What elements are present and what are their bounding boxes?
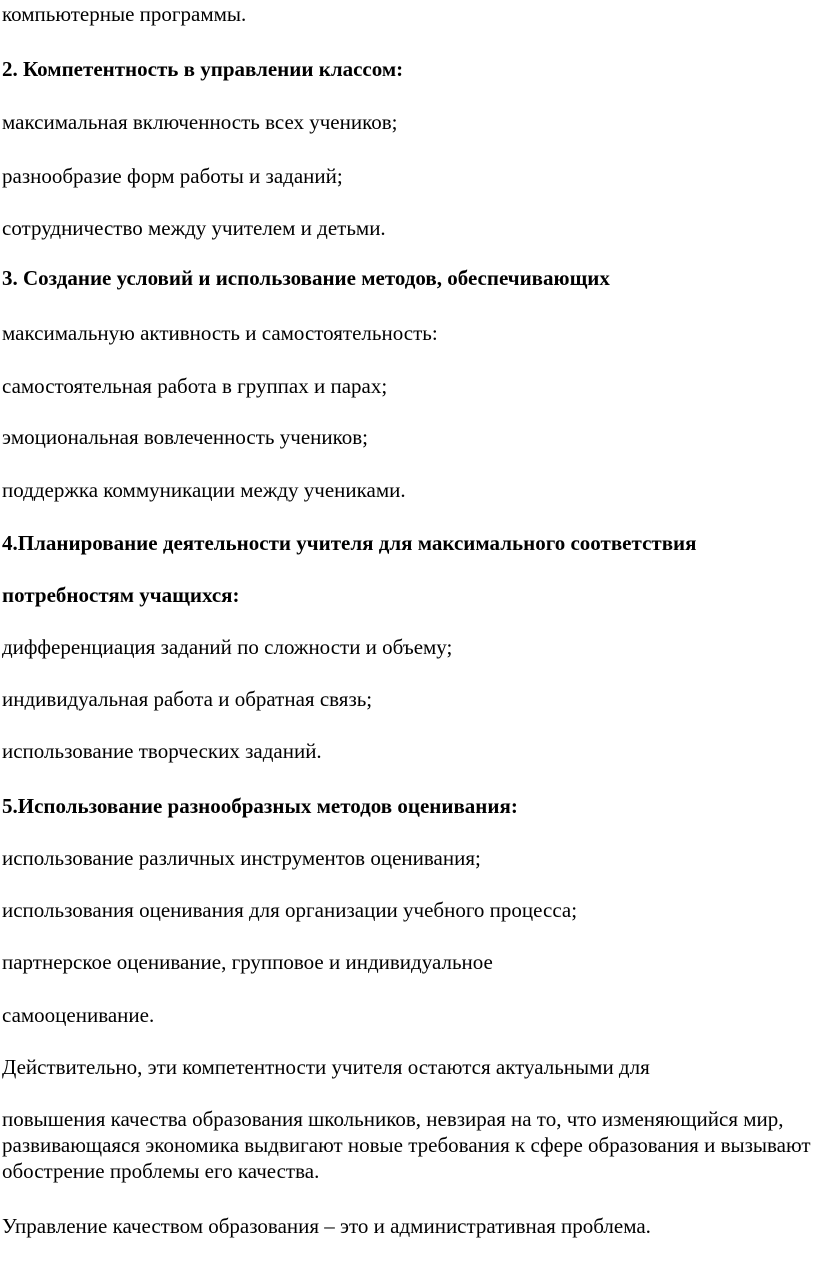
text-line: поддержка коммуникации между учениками. xyxy=(2,478,406,502)
text-line: индивидуальная работа и обратная связь; xyxy=(2,687,373,711)
text-line: самооценивание. xyxy=(2,1003,155,1027)
text-line: Управление качеством образования – это и административная проблема. xyxy=(2,1214,651,1238)
text-line: дифференциация заданий по сложности и объему; xyxy=(2,635,453,659)
text-line: самостоятельная работа в группах и парах; xyxy=(2,374,388,398)
body-paragraph: повышения качества образования школьников, невзирая на то, что изменяющийся мир, развивающаяся экономика выдвигают новые требования к сфере образования и вызывают обострение проблемы его качества. xyxy=(2,1107,811,1183)
text-line: сотрудничество между учителем и детьми. xyxy=(2,216,386,240)
text-line: использование различных инструментов оценивания; xyxy=(2,846,481,870)
section-heading-4: 4.Планирование деятельности учителя для максимального соответствия xyxy=(2,531,697,555)
text-line: максимальную активность и самостоятельность: xyxy=(2,321,438,345)
text-line: использования оценивания для организации учебного процесса; xyxy=(2,898,578,922)
section-heading-4-cont: потребностям учащихся: xyxy=(2,583,240,607)
text-line: компьютерные программы. xyxy=(2,2,247,26)
text-line: разнообразие форм работы и заданий; xyxy=(2,164,343,188)
section-heading-5: 5.Использование разнообразных методов оценивания: xyxy=(2,794,518,818)
text-line: партнерское оценивание, групповое и индивидуальное xyxy=(2,950,493,974)
text-line: использование творческих заданий. xyxy=(2,739,322,763)
section-heading-3: 3. Создание условий и использование методов, обеспечивающих xyxy=(2,266,610,290)
section-heading-2: 2. Компетентность в управлении классом: xyxy=(2,57,404,81)
text-line: максимальная включенность всех учеников; xyxy=(2,110,398,134)
text-line: эмоциональная вовлеченность учеников; xyxy=(2,425,369,449)
text-line: Действительно, эти компетентности учителя остаются актуальными для xyxy=(2,1055,650,1079)
